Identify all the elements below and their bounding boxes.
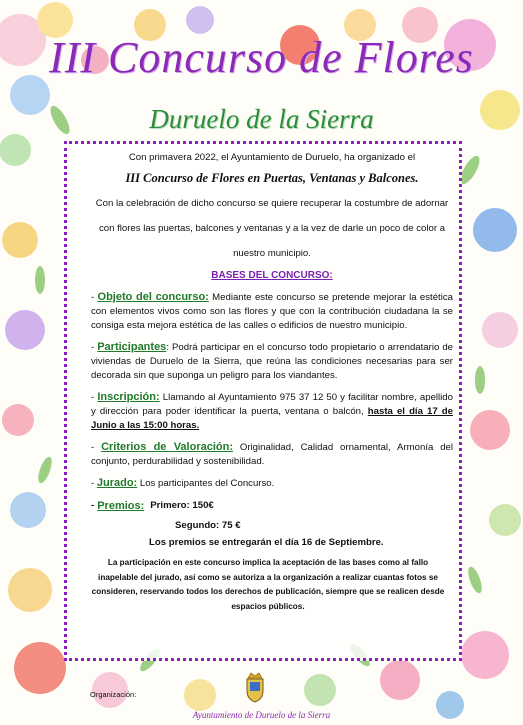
item-objeto: - Objeto del concurso: Mediante este concurso se pretende mejorar la estética con elementos vivos como son las flores y que con la contribución ciudadana la se consiga esta mejora estética de las calles o edificios de nuestro municipio.	[91, 291, 453, 331]
bases-heading: BASES DEL CONCURSO:	[211, 270, 333, 281]
item-label: Criterios de Valoración:	[101, 441, 233, 453]
footnote: La participación en este concurso implica la aceptación de las bases como al fallo inapelable del jurado, así como se autoriza a la organización a realizar cuantas fotos se consideren, reservando todos los derechos de publicación, siempre que se realicen desde espacios públicos.	[91, 558, 445, 611]
item-text: Originalidad, Calidad ornamental, Armonía del conjunto, perdurabilidad y sostenibilidad.	[91, 442, 453, 467]
item-deadline: hasta el día 17 de Junio a las 15:00 horas.	[91, 406, 454, 431]
item-text: : Podrá participar en el concurso todo propietario o arrendatario de viviendas de Duruelo de la Sierra, que reúna las condiciones necesarias para ser decorada sin que suponga un peligro para los viandantes.	[91, 342, 453, 381]
organizer-label: Organización:	[90, 690, 137, 699]
intro-contest-name: III Concurso de Flores en Puertas, Ventanas y Balcones.	[125, 171, 419, 185]
item-label: Participantes	[97, 341, 167, 353]
item-label: Inscripción:	[97, 391, 160, 403]
poster-subtitle: Duruelo de la Sierra	[149, 104, 374, 134]
item-jurado: - Jurado: Los participantes del Concurso.	[91, 477, 275, 489]
contest-info-box	[64, 141, 462, 661]
item-label: Jurado:	[96, 477, 138, 489]
item-inscripcion: - Inscripción: Llamando al Ayuntamiento 975 37 12 50 y facilitar nombre, apellido y dirección para poder identificar la puerta, ventana o balcón, hasta el día 17 de Junio a las 15:00 horas.	[91, 391, 454, 431]
item-text: Los participantes del Concurso.	[139, 478, 275, 489]
item-text: Mediante este concurso se pretende mejorar la estética con elementos vivos como son las flores y que con la contribución ciudadana la se consiga esta mejora estética de las calles o edificios de nuestro municipio.	[91, 292, 453, 331]
prize-first: Primero: 150€	[150, 500, 214, 511]
poster-title: III Concurso de Flores	[49, 33, 474, 82]
organizer-name: Ayuntamiento de Duruelo de la Sierra	[192, 710, 331, 720]
item-text: Llamando al Ayuntamiento 975 37 12 50 y facilitar nombre, apellido y dirección para poder identificar la puerta, ventana o balcón,	[91, 392, 453, 417]
prize-second: Segundo: 75 €	[175, 520, 241, 531]
coat-of-arms-icon	[243, 671, 267, 703]
item-label: Objeto del concurso:	[97, 291, 209, 303]
prizes-label: Premios:	[97, 500, 145, 512]
intro-description: Con la celebración de dicho concurso se quiere recuperar la costumbre de adornar con flores las puertas, balcones y ventanas y a la vez de darle un poco de color a nuestro municipio.	[95, 198, 449, 259]
intro-line-1: Con primavera 2022, el Ayuntamiento de Duruelo, ha organizado el	[128, 152, 416, 163]
prize-delivery: Los premios se entregarán el día 16 de Septiembre.	[149, 537, 384, 548]
item-criterios: - Criterios de Valoración: Originalidad, Calidad ornamental, Armonía del conjunto, perdurabilidad y sostenibilidad.	[91, 441, 453, 467]
prizes-section: - Premios: Primero: 150€ Segundo: 75 € Los premios se entregarán el día 16 de Septiembre.	[91, 499, 453, 550]
item-participantes: - Participantes: Podrá participar en el concurso todo propietario o arrendatario de viviendas de Duruelo de la Sierra, que reúna las condiciones necesarias para ser decorada sin que suponga un peligro para los viandantes.	[91, 341, 453, 381]
